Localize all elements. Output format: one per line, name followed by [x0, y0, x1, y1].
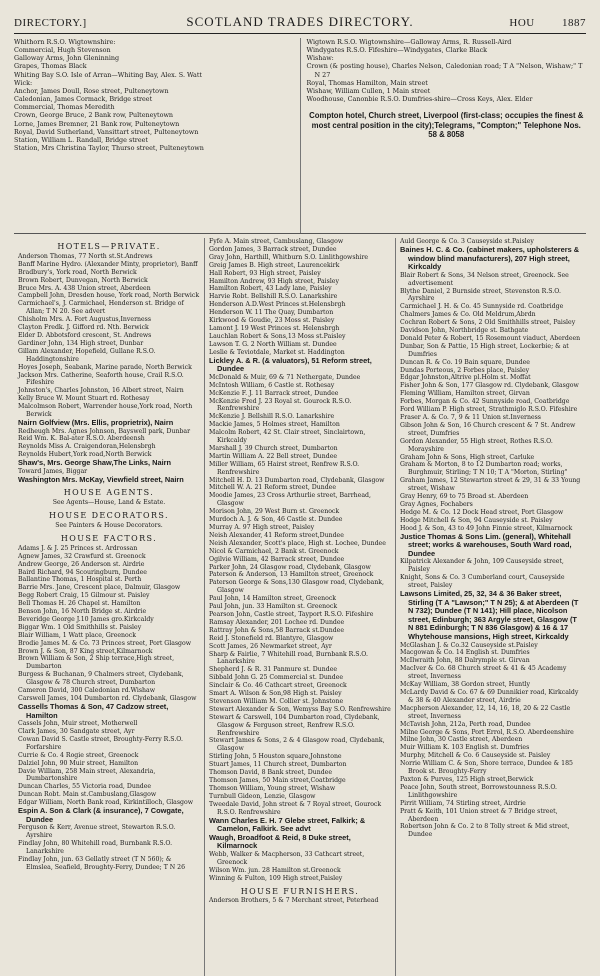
directory-entry: Winning & Fulton, 109 High street,Paisley: [209, 874, 343, 882]
directory-entry: Baird Richard, 94 Scouringburn, Dundee: [18, 568, 147, 576]
directory-entry: Cassels John, Muir street, Motherwell: [18, 720, 138, 728]
directory-entry: Dundas Porteous, 2 Forbes place, Paisley: [400, 366, 530, 374]
directory-entry: Gordon Alexander, 55 High street, Rothes R.S.O. Morayshire: [400, 437, 553, 453]
column-3: [395, 238, 586, 976]
directory-entry: Tweedale David, John street & 7 Royal street, Gourock R.S.O. Renfrewshire: [209, 800, 382, 816]
directory-entry: Auld George & Co. 3 Causeyside st.Paisley: [400, 238, 534, 245]
directory-entry: Graham James, 12 Stewarton street & 29, 31 & 33 Young street, Wishaw: [400, 477, 581, 493]
directory-entry: Cochran Robert & Sons, 2 Old Smithhills street, Paisley: [400, 319, 576, 327]
directory-entry: Forbes, Morgan & Co. 42 Sunnyside road, Coatbridge: [400, 398, 570, 406]
directory-entry: Ballantine Thomas, 1 Hospital st. Perth: [18, 576, 142, 584]
top-right-column: [300, 38, 587, 233]
directory-entry: Gardiner John, 134 High street, Dunbar: [18, 339, 144, 347]
directory-entry: Knight, Sons & Co. 3 Cumberland court, Causeyside street, Paisley: [400, 574, 565, 590]
directory-entry: Hoyes Joseph, Seabank, Marine parade, North Berwick: [18, 363, 192, 371]
directory-entry: Lawson T. G. 2 North William st. Dundee: [209, 340, 337, 348]
featured-entry: Justice Thomas & Sons Lim. (general), Whitehall street; works & warehouses, South Ward road, Dundee: [400, 531, 572, 558]
directory-entry: Fisher John & Son, 177 Glasgow rd. Clydebank, Glasgow: [400, 382, 579, 390]
page-title: SCOTLAND TRADES DIRECTORY.: [186, 14, 414, 29]
directory-entry: Sibbald John G. 25 Commercial st. Dundee: [209, 674, 344, 682]
top-left-column: [14, 38, 300, 233]
directory-entry: Graham John & Sons, High street, Carluke: [400, 453, 535, 461]
directory-entry: Hall Robert, 93 High street, Paisley: [209, 269, 321, 277]
directory-entry: Shepherd J. & R. 31 Panmure st. Dundee: [209, 666, 338, 674]
directory-entry: Windygates R.S.O. Fifeshire—Windygates, Clarke Black: [306, 46, 488, 55]
featured-entry: Baines H. C. & Co. (cabinet makers, upholsterers & window blind manufacturers), 207 High street, Kirkcaldy: [400, 244, 580, 272]
directory-entry: Ford William P. High street, Strathmiglo R.S.O. Fifeshire: [400, 406, 578, 414]
section-heading: HOUSE FURNISHERS.: [240, 886, 360, 896]
header-left: DIRECTORY.]: [14, 17, 87, 29]
directory-entry: McIntosh William, 6 Castle st. Rothesay: [209, 381, 335, 389]
directory-entry: Fleming William, Hamilton street, Girvan: [400, 390, 530, 398]
directory-entry: Paxton & Purves, 125 High street,Berwick: [400, 775, 534, 783]
directory-entry: Lauchlan Robert & Sons,13 Moss st.Paisley: [209, 332, 346, 340]
directory-entry: Dunbar, Son & Pattie, 15 High street, Lockerbie; & at Dumfries: [400, 342, 569, 358]
directory-entry: Marshall J. 39 Church street, Dumbarton: [209, 444, 338, 452]
directory-entry: Webb, Walker & Macpherson, 33 Cathcart street, Greenock: [209, 850, 365, 866]
directory-entry: MacIver & Co. 68 Church street & 41 & 45 Academy street, Inverness: [400, 665, 567, 681]
featured-entry: Cassells Thomas & Son, 47 Cadzow street, Hamilton: [18, 701, 169, 720]
directory-entry: Whithorn R.S.O. Wigtownshire:: [14, 38, 116, 46]
directory-entry: Graham & Morton, 8 to 12 Dumbarton road; works, Burghmuir, Stirling; T N 10; T A "Morton, Stirling": [400, 461, 568, 477]
directory-entry: Stewart Alexander & Son, Wemyss Bay S.O. Renfrewshire: [209, 705, 391, 713]
directory-entry: Biggar Wm. 1 Old Smithhills st. Paisley: [18, 623, 142, 631]
directory-entry: Rattray John & Sons,58 Barrack st.Dundee: [209, 626, 344, 634]
directory-entry: Bell Thomas H. 26 Chapel st. Hamilton: [18, 600, 141, 608]
directory-entry: Davie William, 258 Main street, Alexandria, Dumbartonshire: [18, 767, 156, 783]
directory-entry: Thomson James, 50 Main street,Coatbridge: [209, 777, 346, 784]
directory-entry: Malcolm Robert, 42 St. Clair street, Sinclairtown, Kirkcaldy: [209, 429, 366, 445]
directory-entry: Martin William A. 22 Bell street, Dundee: [209, 452, 338, 460]
directory-entry: McDonald & Muir, 69 & 71 Nethergate, Dundee: [209, 373, 361, 381]
directory-entry: Royal, David Sutherland, Vansittart street, Pulteneytown: [14, 127, 199, 136]
directory-entry: Chalmers James & Co. Old Meldrum,Abrdn: [400, 311, 536, 319]
featured-entry: Washington Mrs. McKay, Viewfield street, Nairn: [18, 474, 184, 484]
directory-entry: Hamilton Andrew, 93 High street, Paisley: [209, 277, 339, 285]
featured-entry: Waugh, Broadfoot & Reid, 8 Duke street, Kilmarnock: [209, 832, 351, 851]
directory-entry: Mitchell H. D. 13 Dumbarton road, Clydebank, Glasgow: [209, 476, 385, 484]
directory-entry: Stevenson William M. Collier st. Johnstone: [209, 697, 344, 705]
directory-entry: Hodge Mitchell & Son, 94 Causeyside st. Paisley: [400, 516, 553, 524]
directory-entry: McTavish John, 212a, Perth road, Dundee: [400, 720, 531, 728]
directory-entry: Mitchell W. A. 21 Reform street, Dundee: [209, 484, 336, 492]
directory-entry: Smart A. Wilson & Son,98 High st. Paisley: [209, 690, 342, 698]
directory-entry: Chisholm Mrs. A. Fort Augustus,Inverness: [18, 316, 152, 324]
directory-entry: Paterson George & Sons,130 Glasgow road, Clydebank, Glasgow: [209, 579, 384, 595]
directory-entry: Station, Mrs Christina Taylor, Thurso street, Pulteneytown: [14, 144, 204, 153]
directory-entry: McLardy David & Co. 67 & 69 Dunnikier road, Kirkcaldy & 38 & 40 Alexander street, Airdrie: [400, 689, 579, 704]
cross-reference: See Agents—House, Land & Estate.: [52, 499, 166, 507]
directory-entry: Brown J. & Son, 87 King street,Kilmarnock: [18, 647, 153, 655]
section-heading: HOUSE FACTORS.: [60, 533, 158, 543]
column-2: [204, 238, 395, 976]
directory-entry: Moodie James, 23 Cross Arthurlie street, Barrhead, Glasgow: [209, 492, 371, 508]
directory-entry: Turnbull Gideon, Lenzie, Glasgow: [209, 792, 316, 800]
directory-entry: Henderson A.D.West Princes st.Helensbrgh: [209, 301, 346, 309]
directory-entry: Crown (& posting house), Charles Nelson, Caledonian road; T A "Nelson, Wishaw;" T N 27: [306, 62, 583, 79]
directory-entry: Scott James, 26 Newmarket street, Ayr: [209, 642, 332, 650]
directory-entry: Thomson William, Young street, Wishaw: [209, 784, 336, 792]
section-heading: HOUSE DECORATORS.: [49, 511, 169, 521]
directory-entry: Anchor, James Doull, Rose street, Pulteneytown: [14, 86, 169, 95]
directory-entry: Stewart & Carswell, 104 Dumbarton road, Clydebank, Glasgow & Ferguson street, Renfrew R.S.O. Renfrewshire: [209, 713, 380, 737]
directory-entry: Royal, Thomas Hamilton, Main street: [306, 78, 428, 87]
directory-entry: Leslie & Teviotdale, Market st. Haddington: [209, 348, 345, 356]
directory-entry: Clark James, 30 Sandgate street, Ayr: [18, 728, 135, 735]
directory-entry: Carmichael J. H. & Co. 45 Sunnyside rd. Coatbridge: [400, 303, 564, 311]
directory-entry: Blair William, 1 Watt place, Greenock: [18, 631, 136, 639]
directory-entry: Whiting Bay S.O. Isle of Arran—Whiting Bay, Alex. S. Watt: [14, 70, 202, 79]
directory-entry: Gray John, Harthill, Whitburn S.O. Linlithgowshire: [209, 253, 369, 261]
directory-entry: Caledonian, James Cormack, Bridge street: [14, 95, 153, 104]
directory-entry: Hood J. & Son, 43 to 49 John Finnie street, Kilmarnock: [400, 524, 573, 532]
directory-entry: McGlashan J. & Co.32 Causeyside st.Paisley: [400, 641, 538, 649]
directory-entry: Beveridge George J.10 James gro.Kirkcaldy: [18, 615, 154, 623]
directory-entry: Blair Robert & Sons, 34 Nelson street, Greenock. See advertisement: [400, 271, 569, 287]
directory-entry: Lamont J. 19 West Princes st. Helensbrgh: [209, 324, 340, 332]
directory-entry: McKay William, 38 Gordon street, Huntly: [400, 681, 531, 689]
directory-entry: Jackson Mrs. Catherine, Seaforth house, Crail R.S.O. Fifeshire: [18, 371, 184, 387]
directory-entry: Gibson John & Son, 16 Church crescent & 7 St. Andrew street, Dumfries: [400, 421, 576, 437]
directory-entry: Peace John, South street, Borrowstounness R.S.O. Linlithgowshire: [400, 783, 558, 799]
directory-entry: Elder D. Abbotsford crescent, St. Andrews: [18, 331, 152, 339]
directory-entry: Begg Robert Craig, 15 Gilmour st. Paisley: [18, 592, 150, 600]
directory-entry: Brown Robert, Dunvegan, North Berwick: [18, 276, 148, 284]
directory-entry: Findlay John, 80 Whitehill road, Burnbank R.S.O. Lanarkshire: [18, 840, 173, 855]
directory-entry: Campbell John, Dresden house, York road, North Berwick: [18, 292, 200, 300]
directory-entry: Cowan David S. Castle street, Broughty-Ferry R.S.O. Forfarshire: [18, 735, 183, 751]
directory-entry: Dalziel John, 90 Muir street, Hamilton: [18, 759, 139, 767]
cross-reference: See Painters & House Decorators.: [55, 521, 163, 529]
directory-entry: Hamilton Robert, 43 Lady lane, Paisley: [209, 285, 332, 293]
directory-entry: Grapes, Thomas Black: [14, 62, 87, 71]
main-columns: [14, 238, 586, 976]
directory-entry: Fraser A. & Co. 7, 9 & 11 Union st.Inverness: [400, 414, 541, 421]
directory-entry: Sharp & Fairlie, 7 Whitehill road, Burnbank R.S.O. Lanarkshire: [209, 650, 368, 666]
directory-entry: Harvie Robt. Bellshill R.S.O. Lanarkshire: [209, 293, 338, 301]
directory-entry: Norrie William C. & Son, Shore terrace, Dundee & 185 Brook st. Broughty-Ferry: [400, 760, 573, 776]
directory-entry: Hedge M. & Co. 12 Dock Head street, Port Glasgow: [400, 508, 564, 516]
directory-entry: Henderson W. 11 The Quay, Dumbarton: [209, 309, 334, 317]
section-heading: HOUSE AGENTS.: [63, 488, 155, 498]
featured-entry: Nairn Golfview (Mrs. Ellis, proprietrix), Nairn: [18, 417, 174, 427]
directory-entry: Adams J. & J. 25 Princes st. Ardrossan: [18, 544, 138, 552]
directory-entry: Pearson John, Castle street, Tayport R.S.O. Fifeshire: [209, 610, 374, 618]
directory-entry: Anderson Brothers, 5 & 7 Merchant street, Peterhead: [209, 897, 379, 905]
directory-entry: Duncan R. & Co. 19 Bain square, Dundee: [400, 358, 530, 366]
directory-entry: Andrew George, 26 Anderson st. Airdrie: [18, 560, 145, 568]
directory-entry: McKenzie F. J. 11 Barrack street, Dundee: [209, 389, 339, 397]
directory-entry: Neish Alexander, Scott's place, High st. Lochee, Dundee: [209, 539, 386, 547]
column-1: [14, 238, 204, 976]
directory-entry: Milne John, 30 Castle street, Aberdeen: [400, 736, 523, 744]
header-right: [443, 17, 586, 29]
directory-entry: Wick:: [14, 78, 33, 87]
directory-entry: McIlwraith John, 88 Dalrymple st. Girvan: [400, 657, 530, 665]
directory-entry: Carswell James, 104 Dumbarton rd. Clydebank, Glasgow: [18, 695, 197, 702]
directory-entry: Toward James, Biggar: [18, 467, 88, 475]
year-label: 1887: [562, 17, 586, 29]
directory-entry: Reid Wm. K. Bal-ater R.S.O. Aberdeensh: [18, 435, 145, 443]
directory-entry: Nicol & Carmichael, 2 Bank st. Greenock: [209, 547, 339, 555]
directory-entry: Miller William, 65 Hairst street, Renfrew R.S.O. Renfrewshire: [209, 460, 360, 476]
directory-entry: Anderson Thomas, 77 North st.St.Andrews: [18, 252, 153, 260]
directory-entry: Gray Henry, 69 to 75 Broad st. Aberdeen: [400, 493, 529, 501]
featured-entry: Espin A. Son & Clark (& insurance), 7 Cowgate, Dundee: [18, 806, 184, 824]
directory-entry: Robertson John & Co. 2 to 8 Tolly street & Mid street, Dundee: [400, 823, 570, 839]
section-heading: HOTELS—PRIVATE.: [57, 242, 161, 251]
directory-entry: Benson John, 16 North Bridge st. Airdrie: [18, 608, 147, 616]
featured-entry: Wann Charles E. H. 7 Glebe street, Falkirk; & Camelon, Falkirk. See advt: [209, 815, 366, 834]
directory-entry: Greig James B. High street, Laurencekirk: [209, 261, 340, 269]
directory-entry: Gillam Alexander, Hopefield, Gullane R.S.O. Haddingtonshire: [18, 347, 156, 363]
directory-entry: Ogilvie William, 42 Barrack street, Dundee: [209, 555, 345, 563]
directory-entry: Burgess & Buchanan, 9 Chalmers street, Clydebank, Glasgow & 78 Church street, Dumbarton: [18, 671, 184, 687]
directory-entry: McKenzie Fred J. 23 Royal st. Gourock R.S.O. Renfrewshire: [209, 397, 352, 413]
directory-entry: Pirrit William, 74 Stirling street, Airdrie: [400, 799, 526, 807]
directory-entry: Mackie James, 5 Holmes street, Hamilton: [209, 421, 340, 429]
directory-entry: Murphy, Mitchell & Co. 6 Causeyside st. Paisley: [400, 752, 551, 760]
directory-entry: Lorne, James Bremner, 21 Bank row, Pulteneytown: [14, 119, 180, 128]
directory-entry: Reynolds Hubert,York road,North Berwick: [18, 451, 152, 459]
directory-entry: Commercial, Thomas Meredith: [14, 103, 115, 112]
directory-entry: Findlay John, jun. 63 Gellatly street (T N 560); & Elmslea, Seafield, Broughty-Ferry, Dundee; T N 26: [18, 855, 186, 871]
directory-entry: Thomson David, 8 Bank street, Dundee: [209, 769, 332, 777]
directory-entry: Murdoch A. J. & Son, 46 Castle st. Dundee: [209, 516, 343, 524]
directory-entry: Morison John, 29 West Burn st. Greenock: [209, 508, 340, 516]
directory-entry: Parker John, 24 Glasgow road, Clydebank, Glasgow: [209, 563, 371, 571]
directory-entry: Stirling John, 5 Houston square,Johnstone: [209, 753, 342, 761]
directory-entry: Gordon James, 3 Barrack street, Dundee: [209, 245, 337, 253]
directory-entry: Galloway Arms, John Gleninning: [14, 54, 120, 63]
directory-entry: Currie & Co. 4 Rogie street, Greenock: [18, 751, 139, 759]
directory-entry: Redheugh Mrs. Agnes Johnson, Bayswell park, Dunbar: [18, 427, 191, 435]
directory-entry: Muir William K. 103 English st. Dumfries: [400, 744, 530, 752]
directory-entry: Kilpatrick Alexander & John, 109 Causeyside street, Paisley: [400, 558, 564, 574]
directory-entry: Banff Marine Hydro. (Alexander Minty, proprietor), Banff: [18, 260, 198, 268]
directory-entry: Pratt & Keith, 101 Union street & 7 Bridge street, Aberdeen: [400, 807, 558, 823]
directory-entry: Bradbury's, York road, North Berwick: [18, 268, 137, 276]
directory-entry: Wishaw:: [306, 54, 334, 63]
section-label: HOU: [509, 17, 535, 29]
directory-entry: Cameron David, 300 Caledonian rd.Wishaw: [18, 687, 155, 695]
directory-entry: Brown William & Son, 2 Ship terrace,High street, Dumbarton: [18, 655, 175, 671]
directory-entry: Paul John, jun. 33 Hamilton st. Greenock: [209, 603, 338, 611]
directory-entry: Gray Agnes, Fochabers: [400, 500, 473, 508]
directory-entry: Kelly Bruce W. Mount Stuart rd. Rothesay: [18, 395, 150, 403]
compton-hotel-notice: Compton hotel, Church street, Liverpool (first-class; occupies the finest & most central position in the city);Telegrams, "Compton;" Telephone Nos. 58 & 8058: [309, 111, 584, 140]
directory-entry: Malcolmson Robert, Warrender house,York road, North Berwick: [18, 403, 193, 419]
directory-entry: Woodhouse, Canonbie R.S.O. Dumfries-shire—Cross Keys, Alex. Elder: [306, 95, 533, 104]
directory-entry: Paul John, 14 Hamilton street, Greenock: [209, 595, 337, 603]
directory-entry: Station, William L. Randall, Bridge street: [14, 135, 148, 144]
directory-entry: Commercial, Hugh Stevenson: [14, 46, 111, 55]
top-section: [14, 38, 586, 234]
directory-entry: Milne George & Sons, Port Errol, R.S.O. Aberdeenshire: [400, 728, 574, 736]
directory-entry: Stewart James & Sons, 2 & 4 Glasgow road, Clydebank, Glasgow: [209, 737, 385, 753]
directory-entry: Neish Alexander, 41 Reform street,Dundee: [209, 531, 344, 539]
directory-entry: Davidson John, Northbridge st. Bathgate: [400, 327, 529, 335]
directory-entry: Duncan Robt. Main st.Cambuslang,Glasgow: [18, 791, 157, 799]
directory-entry: Crown, George Bruce, 2 Bank row, Pulteneytown: [14, 111, 174, 120]
directory-entry: Barrie Mrs. Jane, Crescent place, Dalmuir, Glasgow: [18, 584, 181, 592]
directory-entry: Murray A. 97 High street, Paisley: [209, 524, 315, 531]
directory-entry: Reid J. Stonefield rd. Blantyre, Glasgow: [209, 634, 334, 642]
directory-entry: Macpherson Alexander, 12, 14, 16, 18, 20 & 22 Castle street, Inverness: [400, 704, 571, 720]
directory-entry: Brodie James M. & Co. 73 Princes street, Port Glasgow: [18, 639, 192, 647]
directory-entry: Ramsay Alexander, 201 Lochee rd. Dundee: [209, 618, 345, 626]
directory-entry: McKenzie J. Bellshill R.S.O. Lanarkshire: [209, 413, 335, 421]
featured-entry: Lawsons Limited, 25, 32, 34 & 36 Baker street, Stirling (T A "Lawson;" T N 25); & at Aberdeen (T N 732); Dundee (T N 141); Hill place, Nicolson street, Edinburgh; 363 Argyle street, Glasgow (T N 881 Edinburgh; T N 836 Glasgow) & 16 & 17 Whytehouse mansions, High street, Kirkcaldy: [400, 589, 579, 641]
directory-entry: Wilson Wm. jun. 28 Hamilton st.Greenock: [209, 866, 341, 874]
directory-entry: Macgowan & Co. 14 English st. Dumfries: [400, 649, 530, 657]
directory-entry: Stuart James, 11 Church street, Dumbarton: [209, 761, 347, 769]
directory-entry: Fyfe A. Main street, Cambuslang, Glasgow: [209, 238, 344, 245]
directory-entry: Johnston's, Charles Johnston, 16 Albert street, Nairn: [18, 387, 184, 395]
directory-entry: Blythe Daniel, 2 Burnside street, Stevenston R.S.O. Ayrshire: [400, 287, 561, 303]
page-header: [14, 14, 586, 34]
directory-entry: Reynolds Miss A. Craigendoran,Helensbrgh: [18, 443, 156, 451]
featured-entry: Shaw's, Mrs. George Shaw,The Links, Nairn: [18, 458, 172, 468]
directory-entry: Kirkwood & Goudie, 23 Moss st. Paisley: [209, 317, 335, 325]
directory-entry: Paterson & Anderson, 13 Hamilton street, Greenock: [209, 571, 374, 579]
directory-entry: Carmichael's, J. Carmichael, Henderson st. Bridge of Allan; T N 20. See advert: [18, 300, 184, 316]
directory-entry: Edgar William, North Bank road, Kirkintilloch, Glasgow: [18, 799, 194, 807]
directory-entry: Donald Peter & Robert, 15 Rosemount viaduct, Aberdeen: [400, 334, 581, 342]
featured-entry: Lickley A. & R. (& valuators), 51 Reform street, Dundee: [209, 355, 372, 374]
directory-entry: Ferguson & Kerr, Avenue street, Stewarton R.S.O. Ayrshire: [18, 824, 176, 840]
directory-entry: Bruce Mrs. A. 438 Union street, Aberdeen: [18, 284, 151, 292]
directory-entry: Agnew James, 32 Crawfurd st. Greenock: [18, 552, 146, 560]
directory-entry: Duncan Charles, 55 Victoria road, Dundee: [18, 783, 152, 791]
directory-entry: Clayton Fredk. J. Gifford rd. Nth. Berwick: [18, 324, 149, 332]
directory-entry: Wishaw, William Cullen, 1 Main street: [306, 86, 431, 95]
directory-entry: Edgar Johnston,Altrive pl.Holm st. Moffat: [400, 374, 531, 382]
directory-entry: Sinclair & Co. 46 Cathcart street, Greenock: [209, 682, 347, 690]
directory-entry: Wigtown R.S.O. Wigtownshire—Galloway Arms, R. Russell-Aird: [306, 38, 512, 46]
